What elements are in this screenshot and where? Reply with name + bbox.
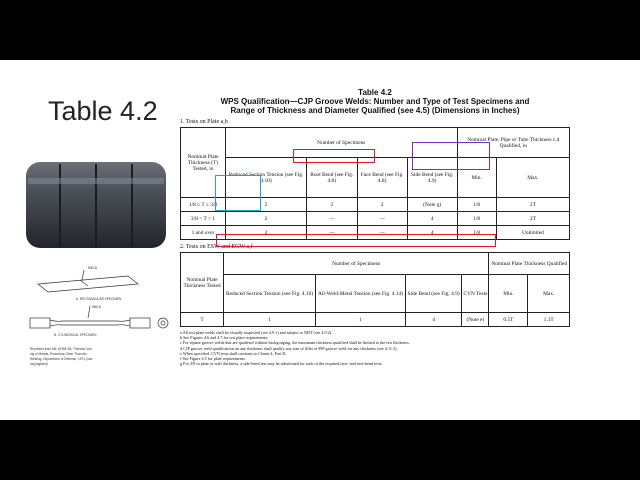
cell: — (307, 212, 357, 226)
s1-col-reduced: Reduced Section Tension (see Fig. 4.10) (226, 158, 307, 198)
s1-header-qualified: Nominal Plate, Pipe or Tube Thickness c,d Qualified, in (457, 128, 569, 158)
cell: 2 (357, 198, 407, 212)
s2-header-qualified: Nominal Plate Thickness Qualified (489, 253, 570, 275)
cell: 1.1T (528, 313, 570, 327)
footnote: a All test plate welds shall be visually inspected (see 4.9.1) and subject to NDT (see 4.9.2). (180, 330, 333, 335)
cell: — (357, 226, 407, 240)
s2-col-allweld: All-Weld-Metal Tension (see Fig. 4.14) (316, 275, 406, 313)
cell: — (357, 212, 407, 226)
s2-col-min: Min. (489, 275, 528, 313)
cell: (Note g) (407, 198, 457, 212)
cell: 1/8 (457, 212, 496, 226)
s2-col-cvn: CVN Tests (462, 275, 489, 313)
cell: Unlimited (496, 226, 569, 240)
cyl-specimen-label: B. CYLINDRICAL SPECIMEN (54, 333, 97, 337)
s1-header-thickness: Nominal Plate Thickness (T) Tested, in (181, 128, 226, 198)
specimen-drawings (18, 260, 178, 370)
table-number: Table 4.2 (358, 88, 392, 97)
cell: 1 and over (181, 226, 226, 240)
table-row (181, 313, 570, 327)
table-heading-1: WPS Qualification—CJP Groove Welds: Number and Type of Test Specimens and (220, 97, 530, 106)
cell: 2 (307, 198, 357, 212)
table-heading-2: Range of Thickness and Diameter Qualified (see 4.5) (Dimensions in Inches) (230, 106, 520, 115)
cell: 1/8 (457, 226, 496, 240)
table-sheet (180, 82, 570, 418)
cell: (Note e) (462, 313, 489, 327)
s2-col-max: Max. (528, 275, 570, 313)
cell: 4 (407, 226, 457, 240)
cell: 4 (407, 212, 457, 226)
footnote: f See Figure 4.5 for plate requirements. (180, 356, 246, 362)
specimen-photo (20, 152, 172, 264)
cell: 4 (405, 313, 461, 327)
footnote: g For 3/8 in plate or wall thickness, a side-bend test may be substituted for each of the required face- and root-bend tests. (180, 361, 383, 367)
s2-col-side: Side Bend (see Fig. 4.9) (405, 275, 461, 313)
cell: T (181, 313, 224, 327)
s2-col-reduced: Reduced Section Tension (see Fig. 4.10) (224, 275, 316, 313)
s1-col-root: Root Bend (see Fig. 4.8) (307, 158, 357, 198)
cell: 2 (226, 198, 307, 212)
credit-line-1: Reprinted from MIL HDBK 55, Thermal Join- (30, 347, 93, 351)
section-1-title: 1. Tests on Plate a,b (180, 119, 228, 125)
credit-line-3: Welding, Department of Defense, 1971 (non- (30, 357, 94, 361)
s1-header-specimens: Number of Specimens (226, 128, 458, 158)
s1-col-max: Max. (496, 158, 569, 198)
section-2-title: 2. Tests on ESW and EGW a,f (180, 244, 253, 250)
table-row (181, 212, 570, 226)
slide-title: Table 4.2 (48, 96, 158, 126)
cell: 0.5T (489, 313, 528, 327)
s2-header-specimens: Number of Specimens (224, 253, 489, 275)
rect-specimen-label: A. RECTANGULAR SPECIMEN (76, 297, 122, 301)
credit-line-2: ing of Metals, Procedure Other Than Arc (30, 352, 87, 356)
footnote: c For square groove welds that are qualified without backgouging, the maximum thickness qualified shall be limited to the test thickness. (180, 340, 410, 346)
s1-col-face: Face Bend (see Fig. 4.8) (357, 158, 407, 198)
footnote: b See Figures 4.6 and 4.7 for test plate requirements. (180, 335, 269, 341)
table-row (181, 198, 570, 212)
s1-col-side: Side Bend (see Fig. 4.9) (407, 158, 457, 198)
weld-label-a: WELD (88, 266, 98, 270)
slide (0, 60, 640, 420)
cell: 1/8 ≤ T ≤ 3/8 (181, 198, 226, 212)
credit-line-4: copyrighted). (30, 362, 49, 366)
footnote: e When specified, CVN tests shall conform to Clause 4, Part D. (180, 350, 287, 356)
cell: 2 (226, 212, 307, 226)
cell: 3/8 < T < 1 (181, 212, 226, 226)
cell: 2T (496, 212, 569, 226)
section-2-table (180, 252, 570, 327)
cell: 1 (316, 313, 406, 327)
footnote: d CJP groove weld qualification on any thickness shall qualify any size of fillet or PJP groove weld for any thickness (see 4.11.3). (180, 345, 398, 351)
s2-header-thickness: Nominal Plate Thickness Tested (181, 253, 224, 313)
s1-col-min: Min. (457, 158, 496, 198)
cell: 2T (496, 198, 569, 212)
weld-label-b: WELD (92, 305, 102, 309)
section-1-table (180, 127, 570, 240)
cell: 1 (224, 313, 316, 327)
footnotes (180, 330, 570, 366)
cell: 2 (226, 226, 307, 240)
cell: 1/8 (457, 198, 496, 212)
cell: — (307, 226, 357, 240)
table-row (181, 226, 570, 240)
